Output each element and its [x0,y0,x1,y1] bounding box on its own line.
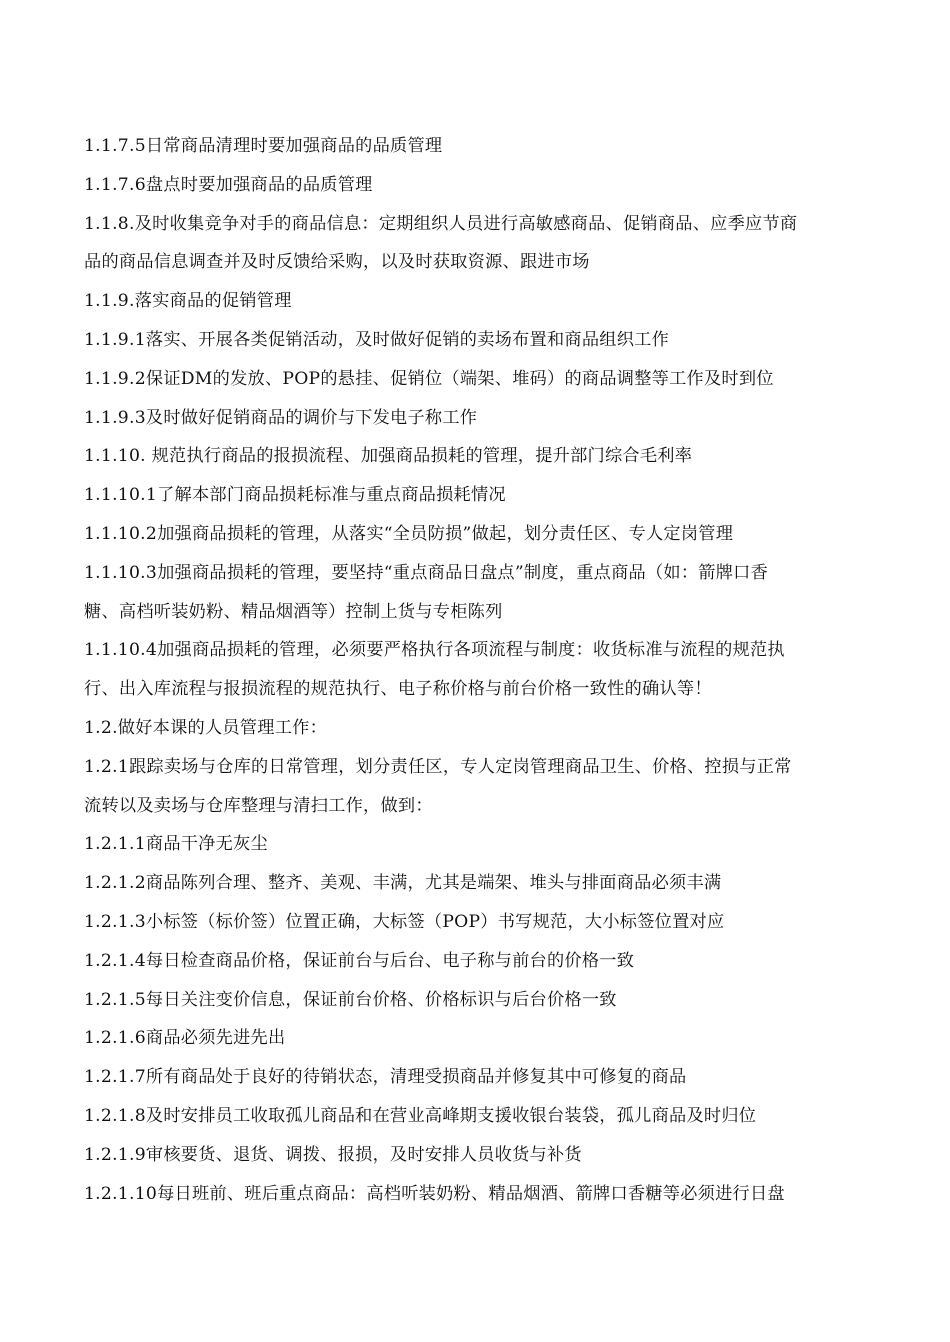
text-line: 1.2.1.6商品必须先进先出 [84,1028,286,1049]
text-line: 品的商品信息调查并及时反馈给采购，以及时获取资源、跟进市场 [84,252,590,273]
text-line: 1.1.10.3加强商品损耗的管理，要坚持“重点商品日盘点”制度，重点商品（如：箭牌口香 [84,562,769,583]
text-line: 糖、高档听装奶粉、精品烟酒等）控制上货与专柜陈列 [84,601,503,622]
text-line: 1.2.1.4每日检查商品价格，保证前台与后台、电子称与前台的价格一致 [84,950,635,971]
text-line: 1.2.1.9审核要货、退货、调拨、报损，及时安排人员收货与补货 [84,1144,582,1165]
text-line: 1.1.10. 规范执行商品的报损流程、加强商品损耗的管理，提升部门综合毛利率 [84,446,693,467]
text-line: 1.2.1.7所有商品处于良好的待销状态，清理受损商品并修复其中可修复的商品 [84,1067,687,1088]
text-line: 1.1.10.1了解本部门商品损耗标准与重点商品损耗情况 [84,485,506,506]
document-body [84,131,874,1217]
text-line: 1.2.1跟踪卖场与仓库的日常管理，划分责任区，专人定岗管理商品卫生、价格、控损与正常 [84,756,792,777]
text-line: 1.1.10.4加强商品损耗的管理，必须要严格执行各项流程与制度：收货标准与流程的规范执 [84,640,785,661]
text-line: 1.2.1.1商品干净无灰尘 [84,834,268,855]
text-line: 1.2.1.5每日关注变价信息，保证前台价格、价格标识与后台价格一致 [84,989,617,1010]
text-line: 1.1.9.1落实、开展各类促销活动，及时做好促销的卖场布置和商品组织工作 [84,329,670,350]
text-line: 1.1.9.3及时做好促销商品的调价与下发电子称工作 [84,407,478,428]
text-line: 1.1.10.2加强商品损耗的管理，从落实“全员防损”做起，划分责任区、专人定岗管理 [84,523,734,544]
text-line: 1.2.1.10每日班前、班后重点商品：高档听装奶粉、精品烟酒、箭牌口香糖等必须进行日盘 [84,1183,785,1204]
text-line: 1.2.做好本课的人员管理工作： [84,717,328,738]
text-line: 流转以及卖场与仓库整理与清扫工作，做到： [84,795,433,816]
text-line: 1.2.1.2商品陈列合理、整齐、美观、丰满，尤其是端架、堆头与排面商品必须丰满 [84,873,722,894]
text-line: 1.1.7.5日常商品清理时要加强商品的品质管理 [84,136,443,156]
text-line: 1.2.1.3小标签（标价签）位置正确，大标签（POP）书写规范，大小标签位置对应 [84,911,725,932]
text-line: 行、出入库流程与报损流程的规范执行、电子称价格与前台价格一致性的确认等！ [84,679,712,700]
text-line: 1.1.7.6盘点时要加强商品的品质管理 [84,174,373,195]
text-line: 1.1.9.2保证DM的发放、POP的悬挂、促销位（端架、堆码）的商品调整等工作及时到位 [84,368,774,389]
text-line: 1.2.1.8及时安排员工收取孤儿商品和在营业高峰期支援收银台装袋，孤儿商品及时归位 [84,1105,757,1126]
text-line: 1.1.8.及时收集竞争对手的商品信息：定期组织人员进行高敏感商品、促销商品、应季应节商 [84,213,798,234]
text-line: 1.1.9.落实商品的促销管理 [84,291,292,312]
